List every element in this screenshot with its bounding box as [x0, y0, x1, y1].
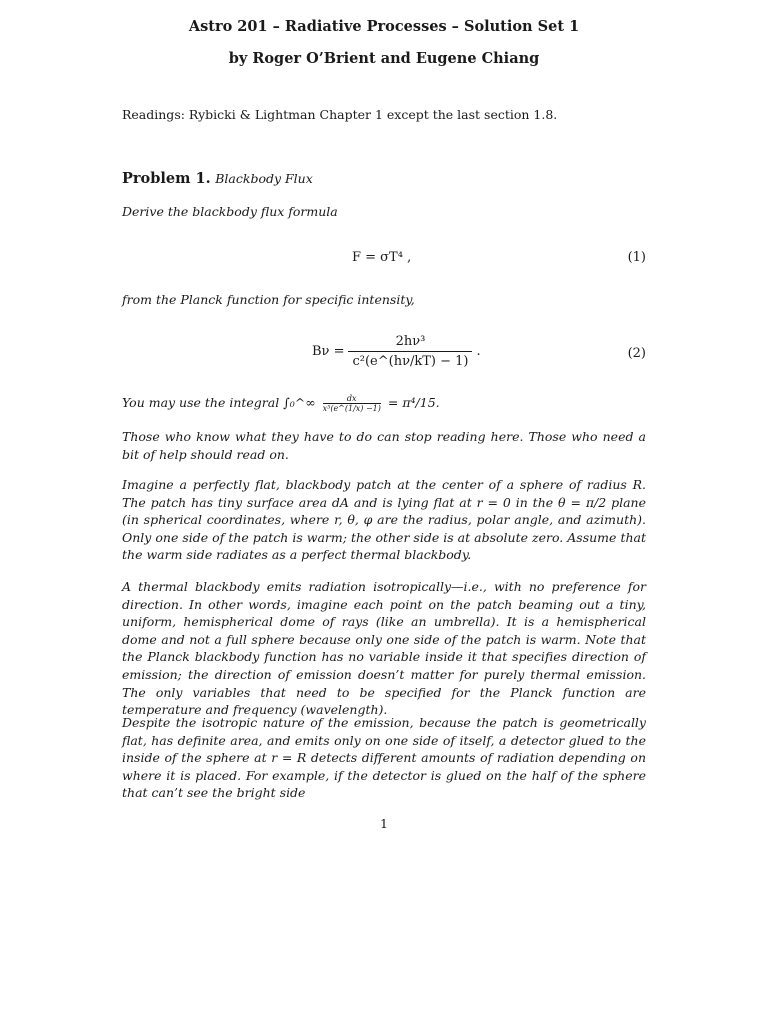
integral-result: = π⁴/15. [387, 395, 440, 410]
equation-2-tail: . [476, 344, 481, 359]
integral-fraction [323, 394, 381, 413]
paragraph-1: Those who know what they have to do can stop reading here. Those who need a bit of help should read on. [122, 429, 646, 462]
equation-2-numerator: 2hν³ [395, 334, 426, 349]
equation-1-body: F = σT⁴ , [352, 250, 412, 265]
from-text: from the Planck function for specific intensity, [122, 292, 415, 307]
problem-heading [122, 170, 646, 189]
equation-2-fraction [348, 334, 472, 369]
integral-prefix: You may use the integral ∫₀^∞ [122, 395, 316, 410]
equation-2-number: (2) [627, 346, 646, 361]
equation-1-number: (1) [627, 250, 646, 265]
problem-label: Problem 1. [122, 170, 211, 187]
paragraph-2: Imagine a perfectly flat, blackbody patch at the center of a sphere of radius R. The patch has tiny surface area dA and is lying flat at r = 0 in the θ = π/2 plane (in spherical coordinates, where r, θ, φ are the radius, polar angle, and azimuth). Only one side of the patch is warm; the other side is at absolute zero. Assume that the warm side radiates as a perfect thermal blackbody. [122, 477, 646, 563]
equation-2-lhs: Bν = [312, 344, 345, 359]
page-number: 1 [380, 816, 388, 831]
readings-text: Readings: Rybicki & Lightman Chapter 1 except the last section 1.8. [122, 107, 558, 122]
integral-denominator: x⁵(e^(1/x) −1) [322, 404, 381, 413]
paragraph-3: A thermal blackbody emits radiation isotropically—i.e., with no preference for direction. In other words, imagine each point on the patch beaming out a tiny, uniform, hemispherical dome of rays (like an umbrella). It is a hemispherical dome and not a full sphere because only one side of the patch is warm. Note that the Planck blackbody function has no variable inside it that specifies direction of emission; the direction of emission doesn’t matter for purely thermal emission. The only variables that need to be specified for the Planck function are temperature and frequency (wavelength). [122, 579, 646, 718]
page-title: Astro 201 – Radiative Processes – Solution Set 1 [188, 18, 580, 35]
derive-text: Derive the blackbody flux formula [122, 204, 338, 219]
equation-1 [122, 250, 646, 270]
paragraph-4: Despite the isotropic nature of the emission, because the patch is geometrically flat, has definite area, and emits only on one side of itself, a detector glued to the inside of the sphere at r = R detects different amounts of radiation depending on where it is placed. For example, if the detector is glued on the half of the sphere that can’t see the bright side [122, 715, 646, 801]
problem-title: Blackbody Flux [215, 171, 313, 186]
integral-hint [122, 394, 646, 413]
equation-2 [122, 334, 646, 374]
authors-line: by Roger O’Brient and Eugene Chiang [228, 50, 540, 67]
integral-numerator: dx [346, 394, 357, 403]
equation-2-denominator: c²(e^(hν/kT) − 1) [348, 351, 472, 369]
